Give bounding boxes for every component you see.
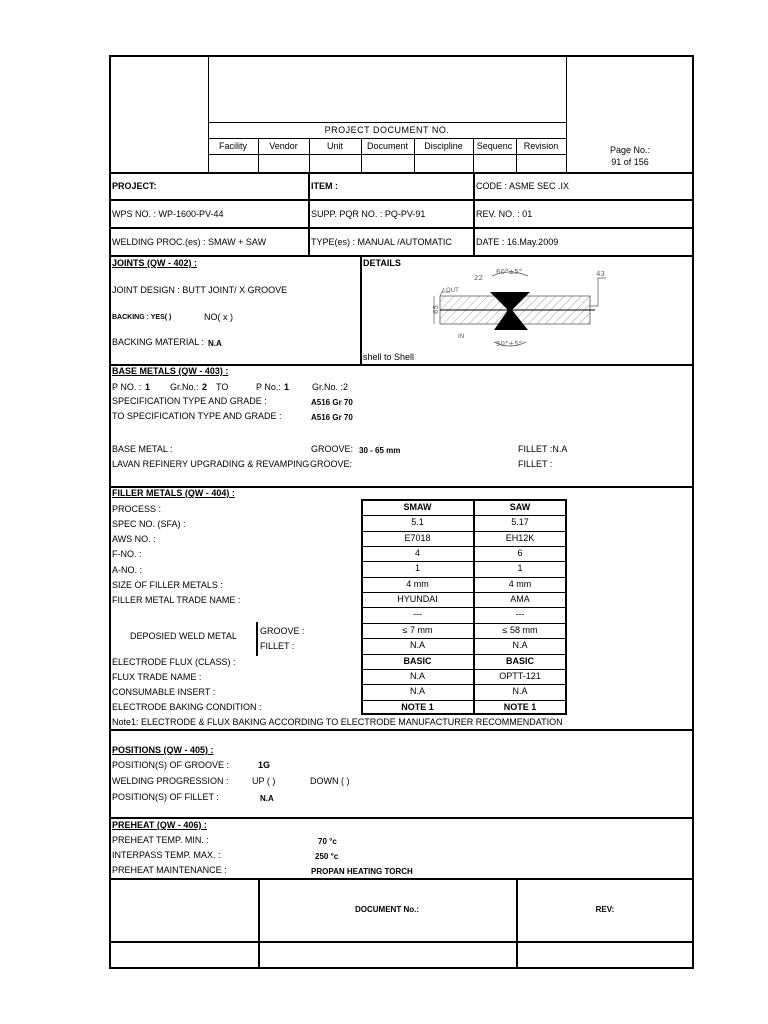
position-groove-value: 1G — [258, 760, 271, 770]
filler-label-process: PROCESS : — [112, 504, 162, 514]
interpass-temp-value: 250 °c — [315, 852, 339, 861]
filler-label-size: SIZE OF FILLER METALS : — [112, 580, 223, 590]
filler-label-flux-trade: FLUX TRADE NAME : — [112, 672, 202, 682]
spec-value: A516 Gr 70 — [311, 398, 353, 407]
column-facility: Facility — [218, 141, 247, 151]
saw-cell: OPTT-121 — [499, 671, 541, 681]
project-document-no-label: PROJECT DOCUMENT NO. — [324, 125, 450, 135]
saw-cell: AMA — [510, 594, 530, 604]
base-metals-heading: BASE METALS (QW - 403) : — [112, 366, 229, 376]
column-sequence: Sequenc — [476, 141, 513, 151]
position-fillet-value: N.A — [260, 794, 274, 803]
preheat-maintenance-value: PROPAN HEATING TORCH — [311, 867, 413, 876]
preheat-maintenance-label: PREHEAT MAINTENANCE : — [112, 865, 227, 875]
spec-label: SPECIFICATION TYPE AND GRADE : — [112, 396, 267, 406]
supp-pqr-no: SUPP. PQR NO. : PQ-PV-91 — [311, 209, 426, 219]
base-metal-label: BASE METAL : — [112, 444, 173, 454]
filler-label-aws: AWS NO. : — [112, 534, 156, 544]
project-label: PROJECT: — [112, 181, 157, 191]
joints-heading: JOINTS (QW - 402) : — [112, 258, 198, 268]
saw-cell: ≤ 58 mm — [502, 625, 538, 635]
smaw-cell: ≤ 7 mm — [402, 625, 433, 635]
welding-proc: WELDING PROC.(es) : SMAW + SAW — [112, 237, 267, 247]
joint-detail-diagram — [420, 262, 620, 354]
position-groove-label: POSITION(S) OF GROOVE : — [112, 760, 230, 770]
fillet2-label: FILLET : — [518, 459, 553, 469]
page-no-value: 91 of 156 — [611, 157, 649, 167]
smaw-cell: N.A — [409, 640, 425, 650]
fillet-label: FILLET :N.A — [518, 444, 568, 454]
welding-types: TYPE(es) : MANUAL /AUTOMATIC — [311, 237, 452, 247]
saw-cell: --- — [515, 609, 525, 619]
smaw-cell: 4 mm — [406, 579, 429, 589]
deposited-weld-label: DEPOSIED WELD METAL — [130, 631, 237, 641]
page-no-label: Page No.: — [609, 145, 651, 155]
filler-label-baking: ELECTRODE BAKING CONDITION : — [112, 702, 262, 712]
details-label: DETAILS — [363, 258, 401, 268]
smaw-cell: 5.1 — [411, 517, 424, 527]
joint-design: JOINT DESIGN : BUTT JOINT/ X GROOVE — [112, 285, 288, 295]
backing-yes: BACKING : YES( ) — [112, 314, 172, 321]
grno2: Gr.No. :2 — [312, 382, 349, 392]
footer-document-no: DOCUMENT No.: — [355, 905, 419, 914]
saw-cell: N.A — [512, 640, 528, 650]
groove2-label: GROOVE: — [310, 459, 353, 469]
filler-label-spec: SPEC NO. (SFA) : — [112, 519, 186, 529]
smaw-cell: --- — [413, 609, 422, 619]
position-fillet-label: POSITION(S) OF FILLET : — [112, 792, 219, 802]
to-spec-value: A516 Gr 70 — [311, 413, 353, 422]
column-vendor: Vendor — [269, 141, 298, 151]
filler-label-ano: A-NO. : — [112, 565, 143, 575]
to-spec-label: TO SPECIFICATION TYPE AND GRADE : — [112, 411, 282, 421]
code: CODE : ASME SEC .IX — [476, 181, 570, 191]
preheat-heading: PREHEAT (QW - 406) : — [112, 820, 207, 830]
preheat-temp-value: 70 °c — [318, 837, 337, 846]
wps-no: WPS NO. : WP-1600-PV-44 — [112, 209, 224, 219]
backing-material-label: BACKING MATERIAL : — [112, 337, 205, 347]
smaw-cell: N.A — [409, 686, 425, 696]
pno2-label: P No.: — [256, 382, 281, 392]
saw-cell: 6 — [517, 548, 523, 558]
column-revision: Revision — [523, 141, 559, 151]
preheat-temp-label: PREHEAT TEMP. MIN. : — [112, 835, 209, 845]
column-unit: Unit — [326, 141, 343, 151]
saw-cell: BASIC — [505, 656, 534, 666]
backing-no: NO( x ) — [204, 312, 233, 322]
pno-label: P NO. : — [112, 382, 142, 392]
diagram-out-label: OUT — [446, 287, 459, 294]
shell-to-shell: shell to Shell — [363, 352, 415, 362]
filler-label-fno: F-NO. : — [112, 549, 142, 559]
footer-rev: REV: — [595, 905, 615, 914]
diagram-dim-65: 65 — [432, 305, 440, 314]
to-label: TO — [216, 382, 229, 392]
filler-note: Note1: ELECTRODE & FLUX BAKING ACCORDING TO ELECTRODE MANUFACTURER RECOMMENDATION — [112, 717, 563, 727]
diagram-top-angle: 60°±5° — [496, 268, 523, 276]
grno-value: 2 — [202, 382, 208, 392]
interpass-temp-label: INTERPASS TEMP. MAX. : — [112, 850, 221, 860]
diagram-dim-22: 22 — [474, 274, 483, 282]
smaw-cell: SMAW — [403, 502, 432, 512]
deposited-fillet-label: FILLET : — [260, 641, 295, 651]
rev-no: REV. NO. : 01 — [476, 209, 533, 219]
deposited-groove-label: GROOVE : — [260, 626, 305, 636]
groove-label: GROOVE: — [311, 444, 354, 454]
pno2-value: 1 — [284, 382, 290, 392]
smaw-cell: NOTE 1 — [401, 702, 434, 712]
progression-up: UP ( ) — [252, 776, 276, 786]
smaw-cell: HYUNDAI — [397, 594, 438, 604]
diagram-bottom-angle: 50°±5° — [496, 340, 523, 348]
smaw-cell: 1 — [414, 563, 420, 573]
pno-value: 1 — [145, 382, 151, 392]
smaw-cell: BASIC — [403, 656, 432, 666]
column-document: Document — [366, 141, 409, 151]
date: DATE : 16.May.2009 — [476, 237, 559, 247]
positions-heading: POSITIONS (QW - 405) : — [112, 745, 214, 755]
column-discipline: Discipline — [424, 141, 463, 151]
smaw-cell: E7018 — [404, 533, 431, 543]
welding-progression-label: WELDING PROGRESSION : — [112, 776, 229, 786]
filler-metals-heading: FILLER METALS (QW - 404) : — [112, 488, 235, 498]
filler-label-flux-class: ELECTRODE FLUX (CLASS) : — [112, 657, 236, 667]
saw-cell: NOTE 1 — [503, 702, 537, 712]
filler-label-consumable: CONSUMABLE INSERT : — [112, 687, 216, 697]
lavan-project: LAVAN REFINERY UPGRADING & REVAMPING — [112, 459, 310, 469]
saw-cell: 1 — [517, 563, 523, 573]
saw-cell: 4 mm — [508, 579, 532, 589]
smaw-cell: 4 — [414, 548, 420, 558]
groove-value: 30 - 65 mm — [359, 446, 401, 455]
saw-cell: N.A — [512, 686, 528, 696]
filler-label-trade: FILLER METAL TRADE NAME : — [112, 595, 241, 605]
progression-down: DOWN ( ) — [310, 776, 350, 786]
saw-cell: 5.17 — [511, 517, 529, 527]
saw-cell: SAW — [509, 502, 531, 512]
saw-cell: EH12K — [505, 533, 535, 543]
smaw-cell: N.A — [409, 671, 425, 681]
backing-material-value: N.A — [208, 339, 222, 348]
item-label: ITEM : — [311, 181, 338, 191]
diagram-dim-43: 43 — [596, 270, 605, 278]
grno-label: Gr.No.: — [170, 382, 199, 392]
diagram-in-label: IN — [458, 333, 465, 340]
